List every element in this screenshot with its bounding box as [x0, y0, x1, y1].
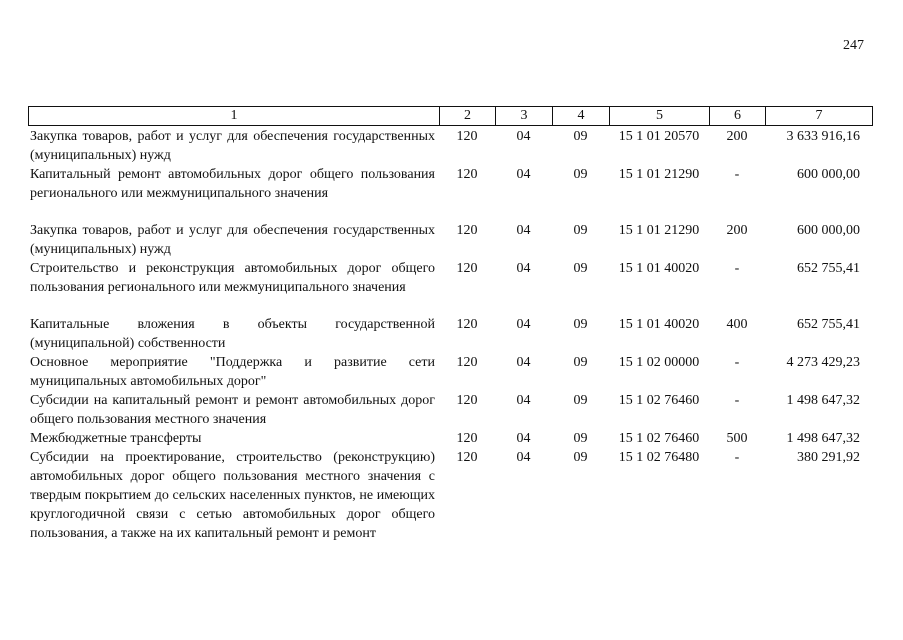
row-code-4: 09	[573, 223, 588, 238]
header-col-5: 5	[610, 107, 710, 126]
row-amount: 1 498 647,32	[786, 393, 860, 408]
row-code-4: 09	[573, 129, 588, 144]
row-name: Закупка товаров, работ и услуг для обеспечения государственных (муниципальных) нужд	[30, 129, 435, 163]
row-code-4: 09	[573, 317, 588, 332]
row-code-3: 04	[516, 431, 531, 446]
row-code-4: 09	[573, 355, 588, 370]
header-col-4: 4	[553, 107, 610, 126]
table-row	[28, 315, 872, 353]
table-row	[28, 259, 872, 297]
row-code-3: 04	[516, 450, 531, 465]
row-code-4: 09	[573, 167, 588, 182]
header-col-3: 3	[496, 107, 553, 126]
budget-table	[28, 127, 872, 543]
row-code-6: -	[734, 450, 740, 465]
row-code-3: 04	[516, 167, 531, 182]
row-code-5: 15 1 01 40020	[618, 317, 700, 332]
row-code-6: -	[734, 167, 740, 182]
row-amount: 1 498 647,32	[786, 431, 860, 446]
row-code-6: 200	[726, 223, 748, 238]
row-amount: 652 755,41	[797, 261, 860, 276]
row-name: Межбюджетные трансферты	[30, 431, 202, 446]
row-code-2: 120	[456, 393, 478, 408]
row-name: Субсидии на капитальный ремонт и ремонт автомобильных дорог общего пользования местного значения	[30, 393, 435, 427]
row-code-5: 15 1 01 21290	[618, 167, 700, 182]
row-code-2: 120	[456, 223, 478, 238]
row-code-6: -	[734, 355, 740, 370]
column-header-row	[28, 106, 873, 126]
row-amount: 380 291,92	[797, 450, 860, 465]
row-code-3: 04	[516, 393, 531, 408]
row-code-6: -	[734, 261, 740, 276]
row-code-2: 120	[456, 317, 478, 332]
row-code-4: 09	[573, 450, 588, 465]
row-code-2: 120	[456, 355, 478, 370]
row-code-2: 120	[456, 450, 478, 465]
row-code-5: 15 1 02 00000	[618, 355, 700, 370]
row-code-6: 400	[726, 317, 748, 332]
row-code-2: 120	[456, 167, 478, 182]
row-code-5: 15 1 02 76460	[618, 393, 700, 408]
row-amount: 652 755,41	[797, 317, 860, 332]
table-row	[28, 353, 872, 391]
row-amount: 600 000,00	[797, 223, 860, 238]
row-code-3: 04	[516, 223, 531, 238]
table-row	[28, 165, 872, 203]
row-code-4: 09	[573, 431, 588, 446]
row-name: Закупка товаров, работ и услуг для обеспечения государственных (муниципальных) нужд	[30, 223, 435, 257]
table-row	[28, 429, 872, 448]
row-spacer	[28, 203, 872, 221]
row-code-2: 120	[456, 129, 478, 144]
row-name: Строительство и реконструкция автомобильных дорог общего пользования регионального или межмуниципального значения	[30, 261, 435, 295]
header-col-1: 1	[29, 107, 440, 126]
row-code-3: 04	[516, 129, 531, 144]
row-code-4: 09	[573, 393, 588, 408]
page-number: 247	[843, 38, 864, 53]
table-row	[28, 448, 872, 543]
row-code-5: 15 1 02 76460	[618, 431, 700, 446]
row-amount: 4 273 429,23	[786, 355, 860, 370]
row-code-5: 15 1 01 21290	[618, 223, 700, 238]
row-spacer	[28, 297, 872, 315]
row-name: Субсидии на проектирование, строительство (реконструкцию) автомобильных дорог общего пользования местного значения с твердым покрытием до сельских населенных пунктов, не имеющих круглогодичной связи с сетью автомобильных дорог общего пользования, а также на их капитальный ремонт и ремонт	[30, 450, 435, 541]
header-col-7: 7	[766, 107, 873, 126]
row-code-6: 500	[726, 431, 748, 446]
row-name: Основное мероприятие "Поддержка и развитие сети муниципальных автомобильных дорог"	[30, 355, 435, 389]
table-row	[28, 221, 872, 259]
row-code-6: 200	[726, 129, 748, 144]
row-name: Капитальный ремонт автомобильных дорог общего пользования регионального или межмуниципального значения	[30, 167, 435, 201]
row-name: Капитальные вложения в объекты государственной (муниципальной) собственности	[30, 317, 435, 351]
row-code-5: 15 1 01 20570	[618, 129, 700, 144]
row-code-6: -	[734, 393, 740, 408]
header-col-2: 2	[440, 107, 496, 126]
table-row	[28, 127, 872, 165]
row-code-5: 15 1 01 40020	[618, 261, 700, 276]
row-code-3: 04	[516, 261, 531, 276]
row-code-4: 09	[573, 261, 588, 276]
header-col-6: 6	[710, 107, 766, 126]
row-code-3: 04	[516, 317, 531, 332]
row-amount: 3 633 916,16	[786, 129, 860, 144]
row-code-5: 15 1 02 76480	[618, 450, 700, 465]
row-code-2: 120	[456, 261, 478, 276]
row-code-2: 120	[456, 431, 478, 446]
row-amount: 600 000,00	[797, 167, 860, 182]
row-code-3: 04	[516, 355, 531, 370]
table-row	[28, 391, 872, 429]
